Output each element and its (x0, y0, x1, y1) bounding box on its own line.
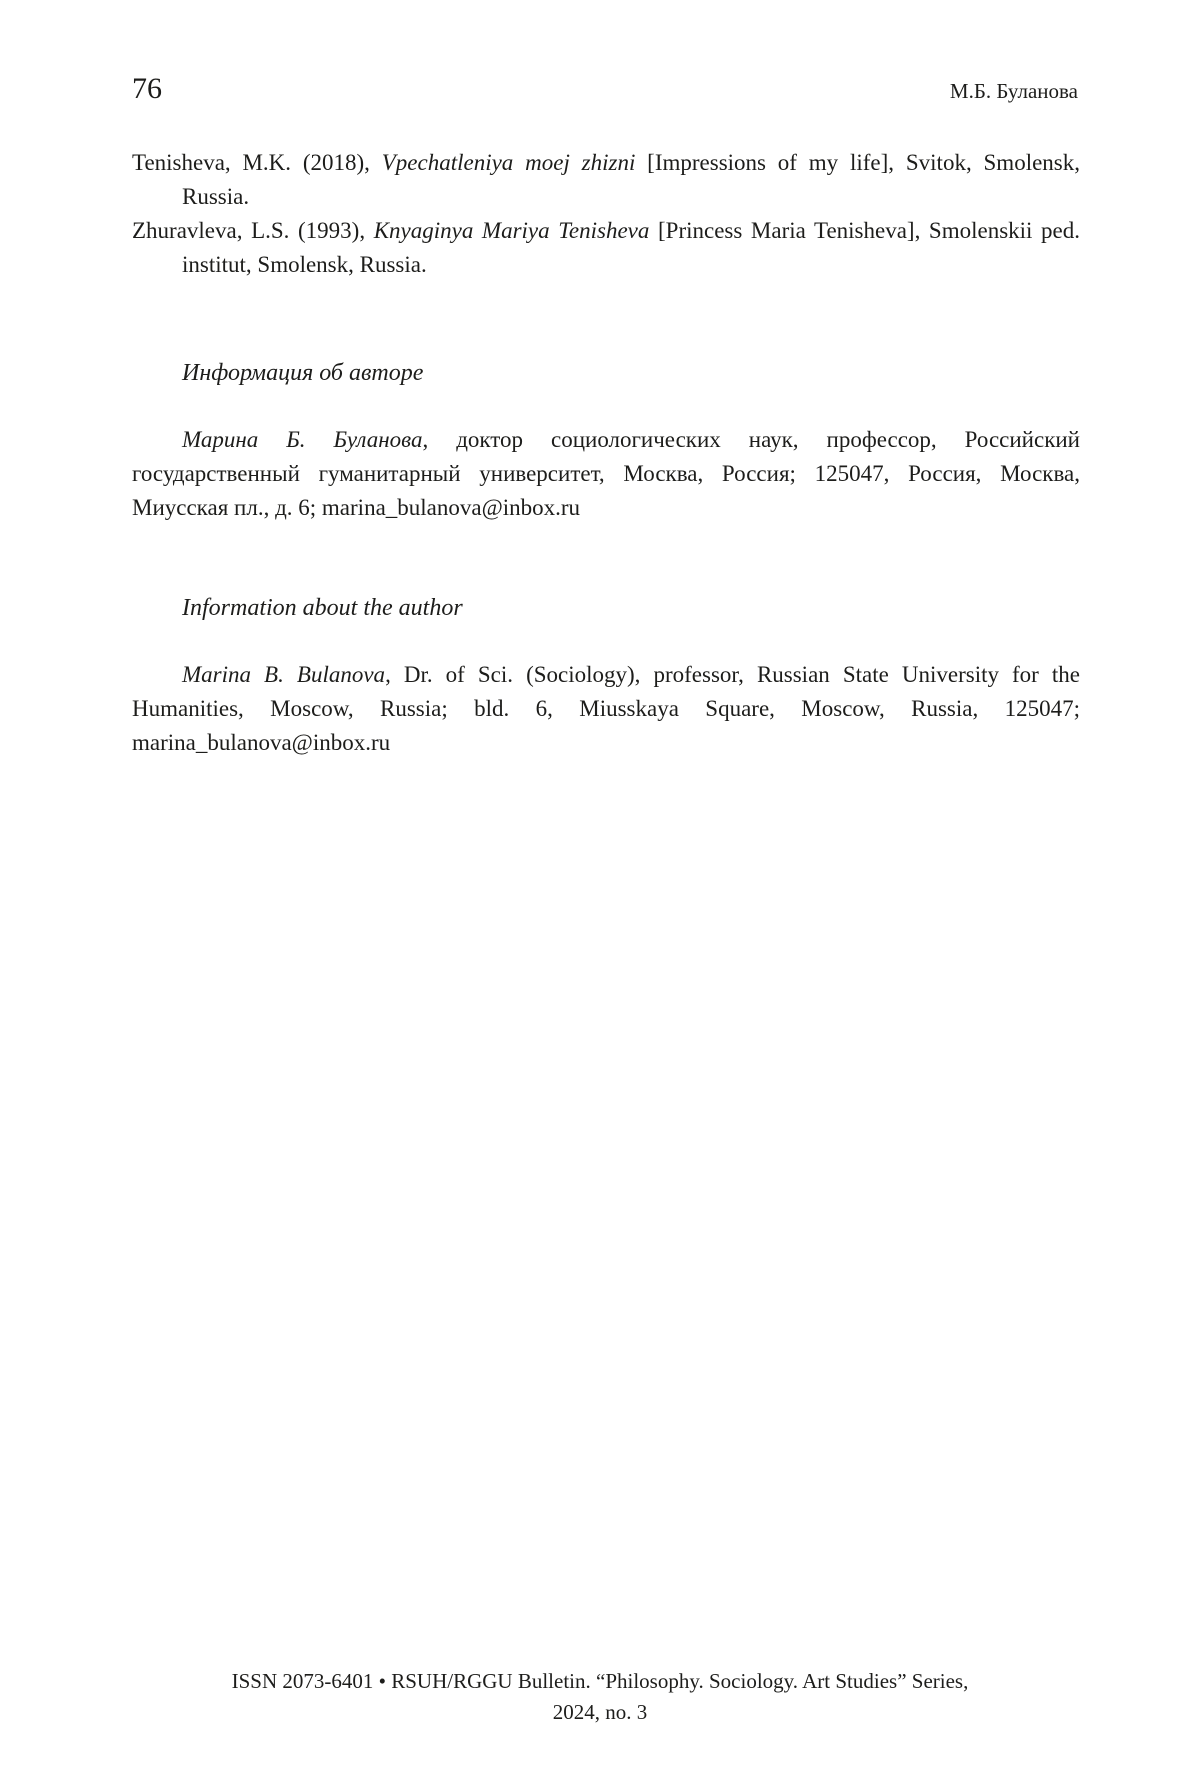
author-details-en: , Dr. of Sci. (Sociology), professor, Russian State University for the Humanities, Moscow, Russia; bld. 6, Miusskaya Square, Moscow, Russia, 125047; marina_bulanova@inbox.ru (132, 662, 1080, 755)
reference-prefix: Tenisheva, M.K. (2018), (132, 150, 382, 175)
references-list (132, 146, 1080, 282)
author-name-ru: Марина Б. Буланова (182, 427, 423, 452)
section-heading-author-info-en: Information about the author (182, 595, 463, 621)
page-number: 76 (132, 72, 162, 105)
section-heading-author-info-ru: Информация об авторе (182, 360, 424, 386)
reference-entry (132, 214, 1080, 282)
author-paragraph-en (132, 658, 1080, 760)
footer-issn-series-line: ISSN 2073-6401 • RSUH/RGGU Bulletin. “Philosophy. Sociology. Art Studies” Series, (231, 1669, 969, 1693)
reference-title: Knyaginya Mariya Tenisheva (373, 218, 650, 243)
footer-issue-line: 2024, no. 3 (552, 1700, 648, 1724)
author-details-ru: , доктор социологических наук, профессор, Российский государственный гуманитарный университет, Москва, Россия; 125047, Россия, Москва, Миусская пл., д. 6; marina_bulanova@inbox.ru (132, 427, 1080, 520)
reference-prefix: Zhuravleva, L.S. (1993), (132, 218, 374, 243)
reference-suffix: [Impressions of my life], Svitok, Smolensk, Russia. (182, 150, 1080, 209)
reference-title: Vpechatleniya moej zhizni (381, 150, 636, 175)
running-header (132, 72, 1078, 106)
reference-entry (132, 146, 1080, 214)
author-paragraph-ru (132, 423, 1080, 525)
reference-suffix: [Princess Maria Tenisheva], Smolenskii ped. institut, Smolensk, Russia. (182, 218, 1080, 277)
running-head-author: М.Б. Буланова (949, 79, 1078, 103)
author-name-en: Marina B. Bulanova (182, 662, 386, 687)
page-footer (0, 1666, 1200, 1728)
page-content (132, 146, 1080, 783)
